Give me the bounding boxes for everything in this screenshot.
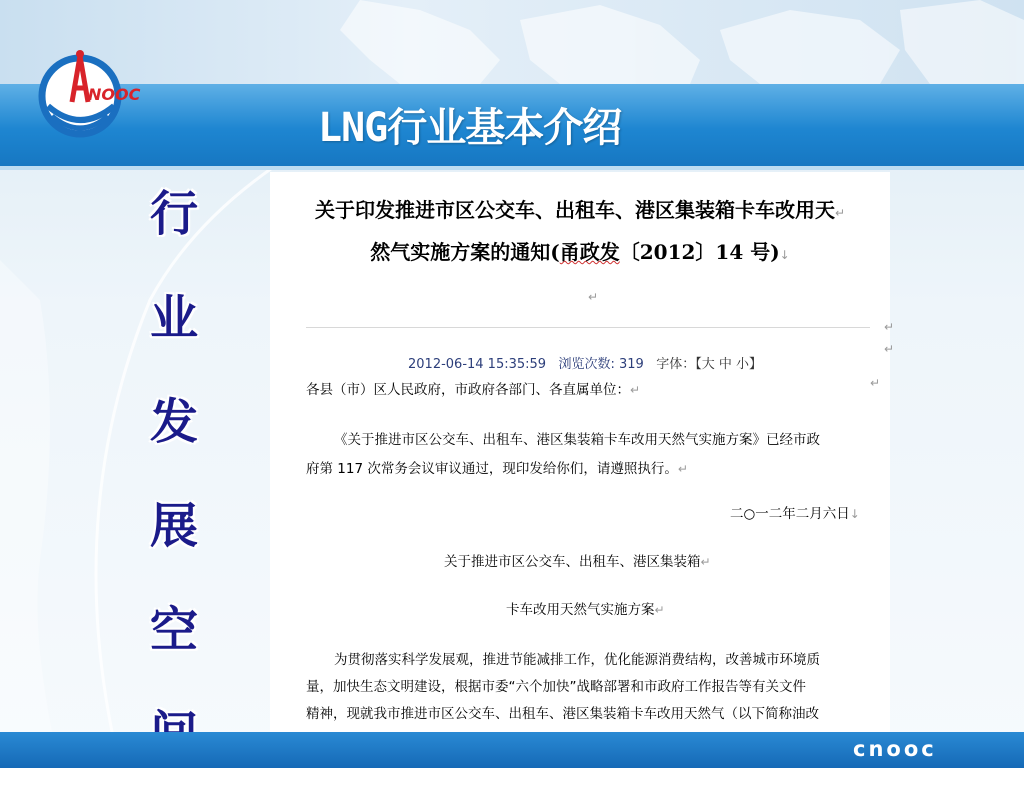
paragraph-mark: ↵ [588,290,599,304]
document-meta [408,353,762,372]
addressee-line [306,378,640,398]
document-heading-line2 [270,236,890,265]
paragraph-mark: ↵ [654,603,665,617]
side-title-char: 发 [149,394,198,450]
heading-text: 然气实施方案的通知( [370,240,560,264]
paragraph-mark: ↵ [630,383,641,397]
logo-text: NOOC [88,85,141,104]
document-excerpt [270,172,895,732]
paragraph-1-line-1: 《关于推进市区公交车、出租车、港区集装箱卡车改用天然气实施方案》已经市政 [334,432,820,448]
paragraph-2-line-3: 精神，现就我市推进市区公交车、出租车、港区集装箱卡车改用天然气（以下简称油改 [306,706,819,722]
view-count: 浏览次数: 319 [558,357,644,372]
slide-title: LNG行业基本介绍 [318,105,622,151]
date-signature [730,502,860,522]
font-size-control[interactable]: 字体：【大 中 小】 [656,357,762,372]
title-band-line [0,166,1024,170]
sub-title-line-1 [444,550,711,570]
publish-date: 2012-06-14 15:35:59 [408,357,547,372]
side-title-char: 展 [149,498,198,554]
paragraph-mark: ↵ [677,462,688,476]
paragraph-1-line-2 [306,457,688,477]
side-title-char: 行 [149,186,198,242]
side-title-char: 空 [149,602,198,658]
cnooc-logo [34,44,141,144]
sub-title-text: 卡车改用天然气实施方案 [506,602,655,618]
paragraph-mark: ↵ [834,206,846,220]
paragraph-text: 府第 117 次常务会议审议通过，现印发给你们，请遵照执行。 [306,461,678,477]
divider [306,327,870,328]
paragraph-mark: ↓ [849,507,860,521]
addressee-text: 各县（市）区人民政府，市政府各部门、各直属单位： [306,382,630,398]
paragraph-mark: ↓ [779,248,790,262]
paragraph-mark: ↵ [870,376,881,390]
brand-wordmark: cnooc [853,737,937,761]
heading-text: 〔2012〕14 号) [619,240,780,264]
heading-doc-code: 甬政发 [559,240,620,264]
sub-title-text: 关于推进市区公交车、出租车、港区集装箱 [444,554,701,570]
heading-text: 关于印发推进市区公交车、出租车、港区集装箱卡车改用天 [314,198,835,222]
side-title [148,184,200,808]
sub-title-line-2 [506,598,665,618]
paragraph-2-line-2: 量，加快生态文明建设，根据市委“六个加快”战略部署和市政府工作报告等有关文件 [306,679,806,695]
side-title-char: 业 [149,290,198,346]
paragraph-mark: ↵ [884,320,895,334]
paragraph-mark: ↵ [700,555,711,569]
paragraph-mark: ↵ [884,342,895,356]
paragraph-2-line-1: 为贯彻落实科学发展观，推进节能减排工作，优化能源消费结构，改善城市环境质 [334,652,820,668]
date-text: 二○一二年二月六日 [730,506,850,522]
document-heading-line1 [270,194,890,223]
